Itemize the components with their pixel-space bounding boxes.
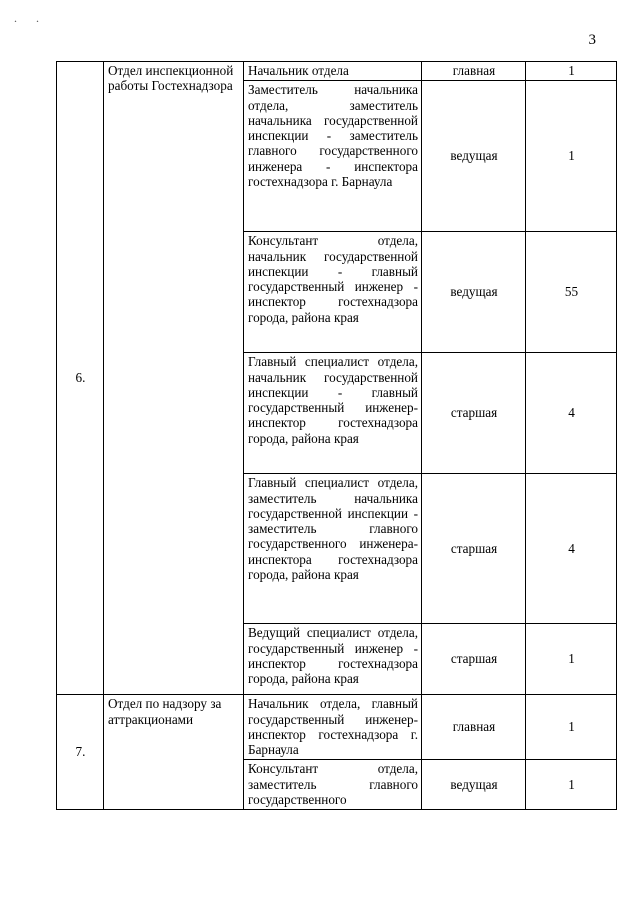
position-cell: Консультант отдела, начальник государственной инспекции - главный государственный инженер - инспектор гостехнадзора города, района края: [244, 232, 422, 353]
table-row: [57, 695, 617, 760]
table-row: [57, 62, 617, 81]
quantity-cell: 1: [526, 760, 617, 810]
group-cell: главная: [422, 62, 526, 81]
quantity-cell: 55: [526, 232, 617, 353]
group-cell: ведущая: [422, 81, 526, 232]
quantity-cell: 4: [526, 353, 617, 474]
page-number: 3: [588, 32, 596, 48]
quantity-cell: 1: [526, 695, 617, 760]
quantity-cell: 1: [526, 624, 617, 695]
department-cell: Отдел инспекционной работы Гостехнадзора: [104, 62, 244, 695]
position-cell: Начальник отдела: [244, 62, 422, 81]
position-cell: Начальник отдела, главный государственный инженер-инспектор гостехнадзора г. Барнаула: [244, 695, 422, 760]
position-cell: Ведущий специалист отдела, государственный инженер - инспектор гостехнадзора города, района края: [244, 624, 422, 695]
quantity-cell: 4: [526, 474, 617, 624]
scan-marks: . .: [14, 11, 47, 25]
group-cell: старшая: [422, 353, 526, 474]
position-cell: Консультант отдела, заместитель главного государственного: [244, 760, 422, 810]
group-cell: старшая: [422, 624, 526, 695]
group-cell: старшая: [422, 474, 526, 624]
staff-table: [56, 61, 617, 810]
section-number-cell: 7.: [57, 695, 104, 810]
position-cell: Заместитель начальника отдела, заместитель начальника государственной инспекции - заместитель главного государственного инженера - инспектора гостехнадзора г. Барнаула: [244, 81, 422, 232]
group-cell: ведущая: [422, 232, 526, 353]
position-cell: Главный специалист отдела, заместитель начальника государственной инспекции - заместитель главного государственного инженера-инспектора гостехнадзора города, района края: [244, 474, 422, 624]
group-cell: главная: [422, 695, 526, 760]
department-cell: Отдел по надзору за аттракционами: [104, 695, 244, 810]
quantity-cell: 1: [526, 81, 617, 232]
section-number-cell: 6.: [57, 62, 104, 695]
quantity-cell: 1: [526, 62, 617, 81]
position-cell: Главный специалист отдела, начальник государственной инспекции - главный государственный инженер-инспектор гостехнадзора города, района края: [244, 353, 422, 474]
group-cell: ведущая: [422, 760, 526, 810]
